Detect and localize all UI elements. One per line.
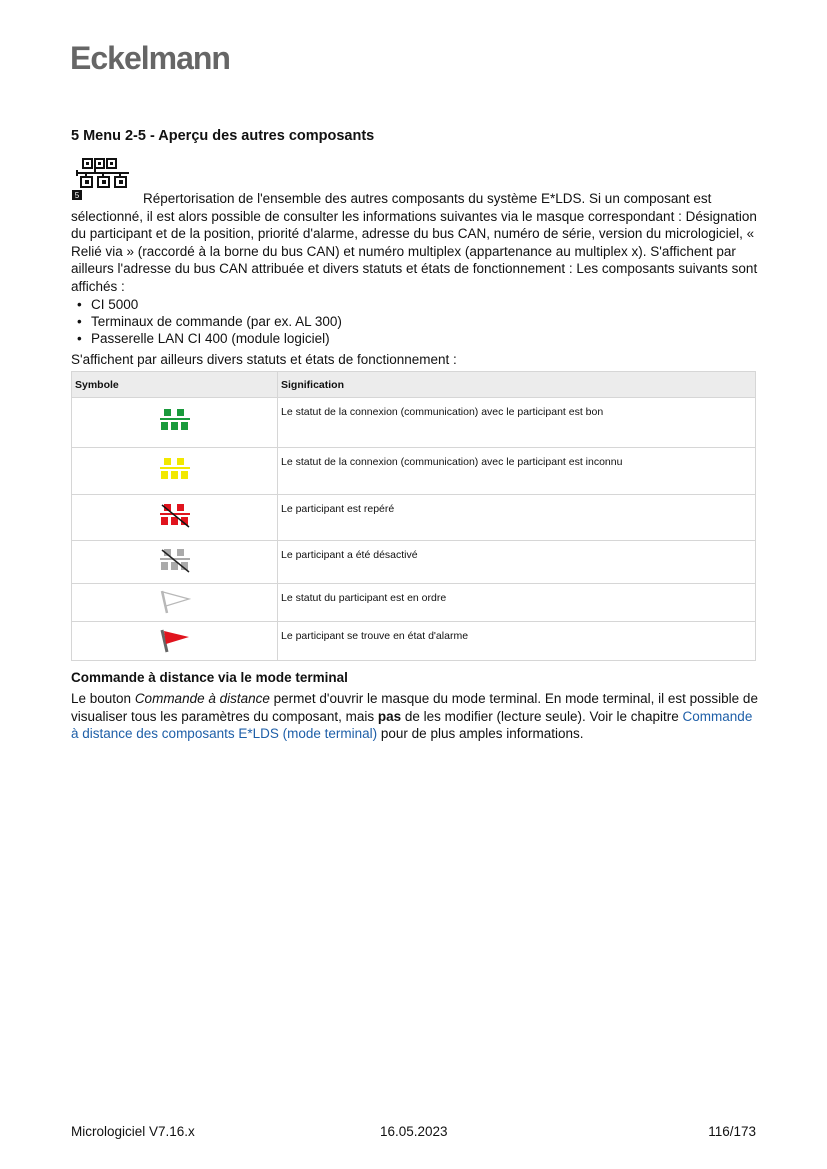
table-cell: Le statut de la connexion (communication) avec le participant est inconnu <box>278 448 756 495</box>
remote-mode-link[interactable]: Commande à distance des composants E*LDS (mode terminal) <box>71 708 753 742</box>
remote-title: Commande à distance via le mode terminal <box>71 670 348 685</box>
status-intro: S'affichent par ailleurs divers statuts et états de fonctionnement : <box>71 352 457 367</box>
table-cell: Le statut du participant est en ordre <box>278 584 756 622</box>
flag-white-icon <box>159 588 191 614</box>
table-cell: Le statut de la connexion (communication) avec le participant est bon <box>278 398 756 448</box>
table-row <box>72 622 756 661</box>
footer-firmware: Micrologiciel V7.16.x <box>71 1124 195 1139</box>
symbol-table <box>71 371 756 661</box>
footer-page-number: 116/173 <box>708 1124 756 1139</box>
list-item: • Passerelle LAN CI 400 (module logiciel) <box>71 330 342 347</box>
network-green-icon <box>160 409 190 433</box>
table-row <box>72 448 756 495</box>
list-item: • Terminaux de commande (par ex. AL 300) <box>71 313 342 330</box>
table-cell: Le participant a été désactivé <box>278 541 756 584</box>
intro-paragraph <box>71 190 761 296</box>
eckelmann-logo: Eckelmann <box>70 40 230 76</box>
remote-paragraph: Le bouton Commande à distance permet d'ouvrir le masque du mode terminal. En mode terminal, il est possible de visualiser tous les paramètres du composant, mais pas de les modifier (lecture seule). Voir le chapitre Commande à distance des composants E*LDS (mode terminal) pour de plus amples informations. <box>71 691 758 742</box>
network-red-crossed-icon <box>160 504 190 528</box>
table-row <box>72 584 756 622</box>
table-row <box>72 495 756 541</box>
table-cell: Le participant est repéré <box>278 495 756 541</box>
network-yellow-icon <box>160 458 190 482</box>
flag-red-icon <box>159 627 191 653</box>
table-row <box>72 398 756 448</box>
table-row <box>72 541 756 584</box>
footer-date: 16.05.2023 <box>380 1124 448 1139</box>
network-grey-crossed-icon <box>160 549 190 573</box>
menu-badge: 5 <box>74 191 80 200</box>
components-list <box>71 296 342 347</box>
section-title: 5 Menu 2-5 - Aperçu des autres composants <box>71 128 375 144</box>
col-header-symbol: Symbole <box>72 372 278 398</box>
table-cell: Le participant se trouve en état d'alarme <box>278 622 756 661</box>
col-header-meaning: Signification <box>278 372 756 398</box>
intro-text: Répertorisation de l'ensemble des autres composants du système E*LDS. Si un composant est sélectionné, il est alors possible de consulter les informations suivantes via le masque correspondant : Désignation du participant et de la position, priorité d'alarme, adresse du bus CAN, numéro de série, version du micrologiciel, « Relié via » (raccordé à la borne du bus CAN) et numéro multiplex (appartenance au multiplex x). S'affichent par ailleurs l'adresse du bus CAN attribuée et divers statuts et états de fonctionnement : Les composants suivants sont affichés : <box>71 191 758 294</box>
list-item: • CI 5000 <box>71 296 342 313</box>
